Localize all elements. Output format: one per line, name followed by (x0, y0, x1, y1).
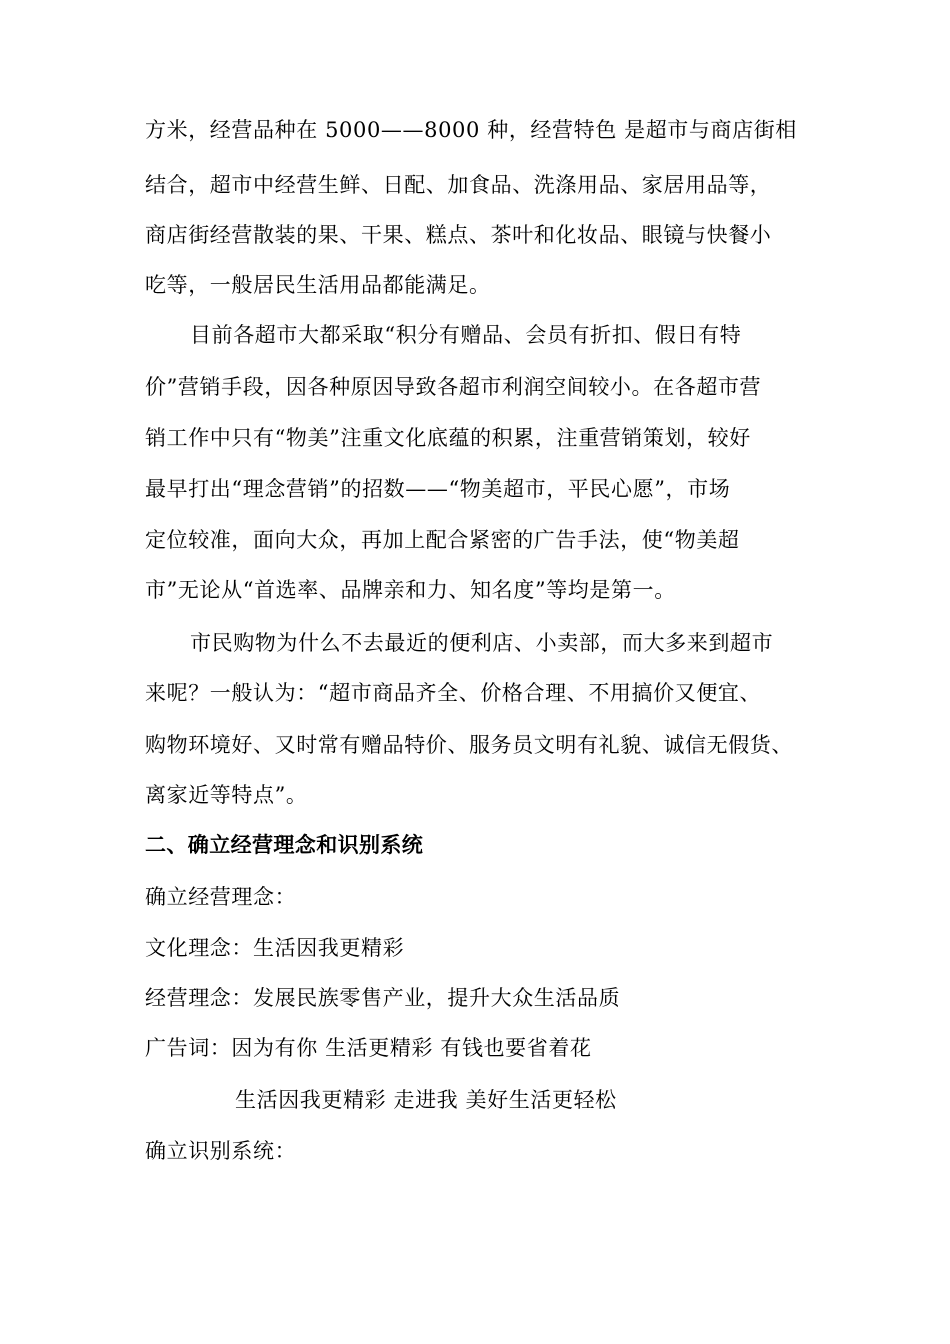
paragraph-2-line-4: 最早打出“理念营销”的招数——“物美超市，平民心愿”，市场 (145, 477, 731, 501)
paragraph-2-line-1: 目前各超市大都采取“积分有赠品、会员有折扣、假日有特 (190, 323, 742, 347)
paragraph-3-line-1: 市民购物为什么不去最近的便利店、小卖部，而大多来到超市 (190, 631, 774, 655)
identity-title: 确立识别系统： (145, 1139, 297, 1163)
paragraph-1-line-3: 商店街经营散装的果、干果、糕点、茶叶和化妆品、眼镜与快餐小 (145, 223, 772, 247)
concept-title: 确立经营理念： (145, 885, 297, 909)
paragraph-3-line-3: 购物环境好、又时常有赠品特价、服务员文明有礼貌、诚信无假货、 (145, 733, 793, 757)
paragraph-2-line-6: 市”无论从“首选率、品牌亲和力、知名度”等均是第一。 (145, 578, 676, 602)
paragraph-2-line-3: 销工作中只有“物美”注重文化底蕴的积累，注重营销策划，较好 (145, 426, 751, 450)
culture-concept: 文化理念：生活因我更精彩 (145, 936, 405, 960)
paragraph-1-line-4: 吃等，一般居民生活用品都能满足。 (145, 273, 491, 297)
section-heading: 二、确立经营理念和识别系统 (145, 833, 424, 857)
paragraph-3-line-2: 来呢？一般认为：“超市商品齐全、价格合理、不用搞价又便宜、 (145, 681, 762, 705)
paragraph-1-line-2: 结合，超市中经营生鲜、日配、加食品、洗涤用品、家居用品等， (145, 173, 772, 197)
ad-slogan-line-1: 广告词：因为有你 生活更精彩 有钱也要省着花 (145, 1036, 592, 1060)
business-concept: 经营理念：发展民族零售产业，提升大众生活品质 (145, 986, 621, 1010)
paragraph-3-line-4: 离家近等特点”。 (145, 783, 308, 807)
paragraph-2-line-2: 价”营销手段，因各种原因导致各超市利润空间较小。在各超市营 (145, 375, 762, 399)
paragraph-1-line-1: 方米，经营品种在 5000——8000 种，经营特色 是超市与商店街相 (145, 118, 797, 142)
ad-slogan-line-2: 生活因我更精彩 走进我 美好生活更轻松 (235, 1088, 617, 1112)
paragraph-2-line-5: 定位较准，面向大众，再加上配合紧密的广告手法，使“物美超 (145, 528, 740, 552)
